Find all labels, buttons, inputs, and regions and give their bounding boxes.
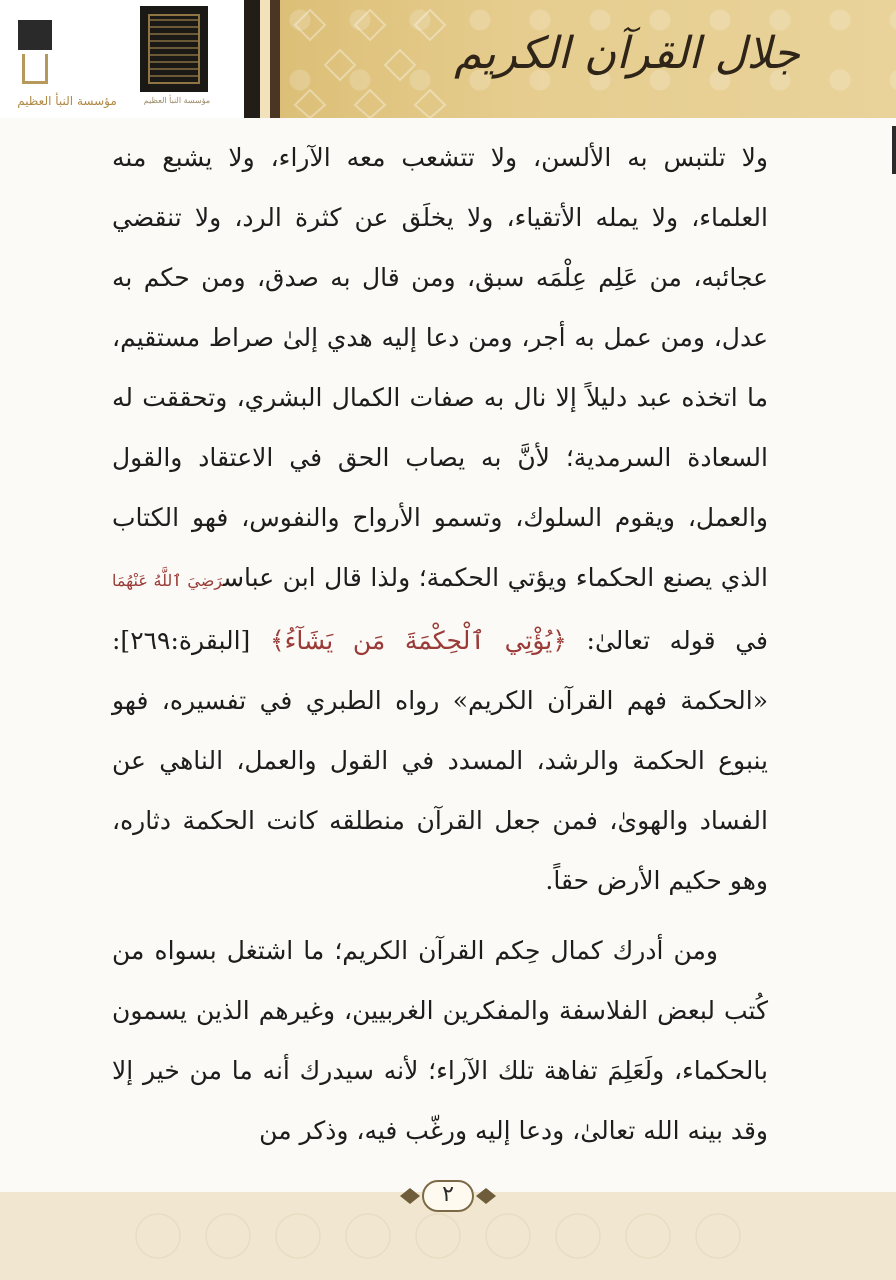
header-divider-brown [270, 0, 280, 118]
publisher-name: مؤسسة النبأ العظيم [17, 94, 117, 108]
page-edge-marker [892, 126, 896, 174]
honorific-glyph: رَضِيَ ٱللَّهُ عَنْهُمَا [112, 571, 224, 590]
header-divider-light [260, 0, 270, 118]
paragraph-1 [112, 128, 768, 911]
paragraph-1-text-b: في قوله تعالىٰ: [566, 626, 768, 655]
paragraph-1-text-c: [البقرة:٢٦٩]: «الحكمة فهم القرآن الكريم» رواه الطبري في تفسيره، فهو ينبوع الحكمة والرشد، المسدد في القول والعمل، الناهي عن الفساد والهوىٰ، فمن جعل القرآن منطلقه كانت الحكمة دثاره، وهو حكيم الأرض حقاً. [112, 626, 768, 895]
ornament-right-icon [476, 1188, 496, 1204]
body-text [112, 128, 768, 1161]
header-divider-dark [244, 0, 260, 118]
page-number-badge [398, 1176, 498, 1216]
geometric-pattern [280, 0, 480, 118]
quran-verse: ﴿يُؤْتِي ٱلْحِكْمَةَ مَن يَشَآءُ﴾ [269, 626, 567, 655]
seal-caption: مؤسسة النبأ العظيم [143, 96, 211, 105]
page-number: ٢ [442, 1182, 454, 1207]
ornament-left-icon [400, 1188, 420, 1204]
calligraphy-seal-logo [140, 6, 208, 92]
paragraph-2: ومن أدرك كمال حِكم القرآن الكريم؛ ما اشتغل بسواه من كُتب لبعض الفلاسفة والمفكرين الغربيين، وغيرهم الذين يسمون بالحكماء، ولَعَلِمَ تفاهة تلك الآراء؛ لأنه سيدرك أنه ما من خير إلا وقد بينه الله تعالىٰ، ودعا إليه ورغّب فيه، وذكر من [112, 936, 768, 1145]
page-header [0, 0, 896, 118]
book-title: جلال القرآن الكريم [454, 28, 800, 79]
header-ornament-band [280, 0, 896, 118]
logo-area [0, 0, 244, 118]
paragraph-1-text-a: ولا تلتبس به الألسن، ولا تتشعب معه الآراء، ولا يشبع منه العلماء، ولا يمله الأتقياء، ولا يخلَق عن كثرة الرد، ولا تنقضي عجائبه، من عَلِم عِلْمَه سبق، ومن قال به صدق، ومن حكم به عدل، ومن عمل به أجر، ومن دعا إليه هدي إلىٰ صراط مستقيم، ما اتخذه عبد دليلاً إلا نال به صفات الكمال البشري، وتحققت له السعادة السرمدية؛ لأنَّ به يصاب الحق في الاعتقاد والقول والعمل، ويقوم السلوك، وتسمو الأرواح والنفوس، فهو الكتاب الذي يصنع الحكماء ويؤتي الحكمة؛ ولذا قال ابن عباس [112, 143, 768, 592]
publisher-logo [14, 14, 58, 86]
